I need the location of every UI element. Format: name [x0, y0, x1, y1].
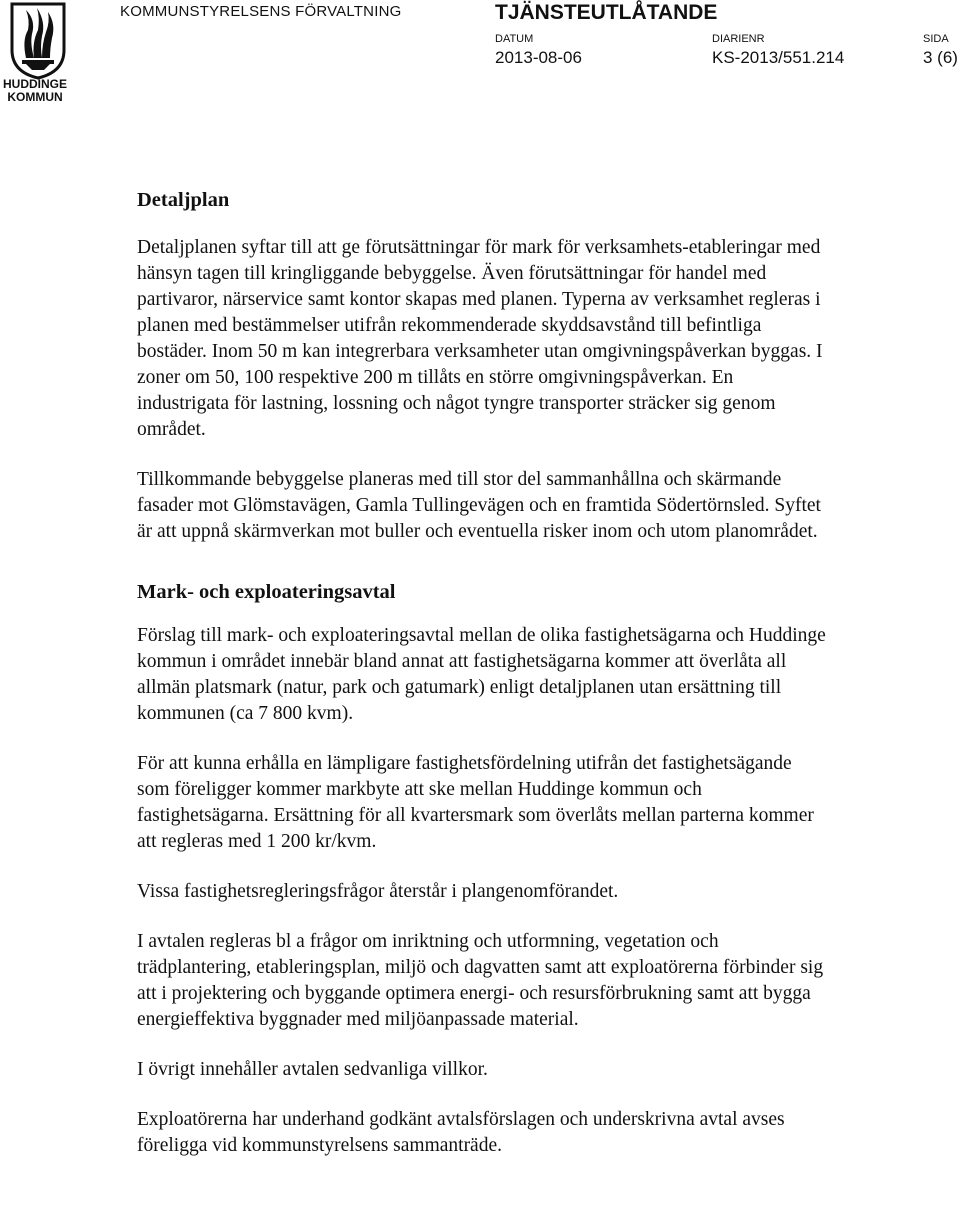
logo-text [0, 78, 70, 104]
paragraph: I avtalen regleras bl a frågor om inriktning och utformning, vegetation och trädplantering, etableringsplan, miljö och dagvatten samt att exploatörerna förbinder sig att i projektering och byggande optimera energi- och resursförbrukning samt att bygga energieffektiva byggnader med miljöanpassade material. [137, 931, 824, 1030]
page-label: SIDA [923, 33, 949, 45]
reg-number-label: DIARIENR [712, 33, 765, 45]
paragraph: Förslag till mark- och exploateringsavtal mellan de olika fastighetsägarna och Huddinge kommun i området innebär bland annat att fastighetsägarna kommer att överlåta all allmän platsmark (natur, park och gatumark) enligt detaljplanen utan ersättning till kommunen (ca 7 800 kvm). [137, 625, 826, 724]
page-value: 3 (6) [923, 48, 958, 67]
logo-text-line1: HUDDINGE [2, 77, 67, 91]
department-name: KOMMUNSTYRELSENS FÖRVALTNING [120, 3, 402, 20]
paragraph: För att kunna erhålla en lämpligare fastighetsfördelning utifrån det fastighetsägande som föreligger kommer markbyte att ske mellan Huddinge kommun och fastighetsägarna. Ersättning för all kvartersmark som överlåts mellan parterna kommer att regleras med 1 200 kr/kvm. [137, 753, 814, 852]
reg-number-value: KS-2013/551.214 [712, 48, 845, 67]
document-type: TJÄNSTEUTLÅTANDE [495, 1, 718, 24]
section-heading-detaljplan: Detaljplan [137, 189, 230, 211]
paragraph: I övrigt innehåller avtalen sedvanliga villkor. [137, 1059, 488, 1080]
document-body [137, 187, 827, 1183]
section-heading-mark: Mark- och exploateringsavtal [137, 581, 396, 603]
logo-text-line2: KOMMUN [7, 90, 63, 104]
paragraph: Exploatörerna har underhand godkänt avtalsförslagen och underskrivna avtal avses föreligga vid kommunstyrelsens sammanträde. [137, 1109, 785, 1156]
date-label: DATUM [495, 33, 534, 45]
paragraph: Detaljplanen syftar till att ge förutsättningar för mark för verksamhets-etableringar med hänsyn tagen till kringliggande bebyggelse. Även förutsättningar för handel med partivaror, närservice samt kontor skapas med planen. Typerna av verksamhet regleras i planen med bestämmelser utifrån rekommenderade skyddsavstånd till befintliga bostäder. Inom 50 m kan integrerbara verksamheter utan omgivningspåverkan byggas. I zoner om 50, 100 respektive 200 m tillåts en större omgivningspåverkan. En industrigata för lastning, lossning och något tyngre transporter sträcker sig genom området. [137, 237, 823, 440]
coat-of-arms-icon [8, 0, 68, 80]
paragraph: Tillkommande bebyggelse planeras med till stor del sammanhållna och skärmande fasader mot Glömstavägen, Gamla Tullingevägen och en framtida Södertörnsled. Syftet är att uppnå skärmverkan mot buller och eventuella risker inom och utom planområdet. [137, 469, 821, 542]
paragraph: Vissa fastighetsregleringsfrågor återstår i plangenomförandet. [137, 881, 619, 902]
date-value: 2013-08-06 [495, 48, 582, 67]
